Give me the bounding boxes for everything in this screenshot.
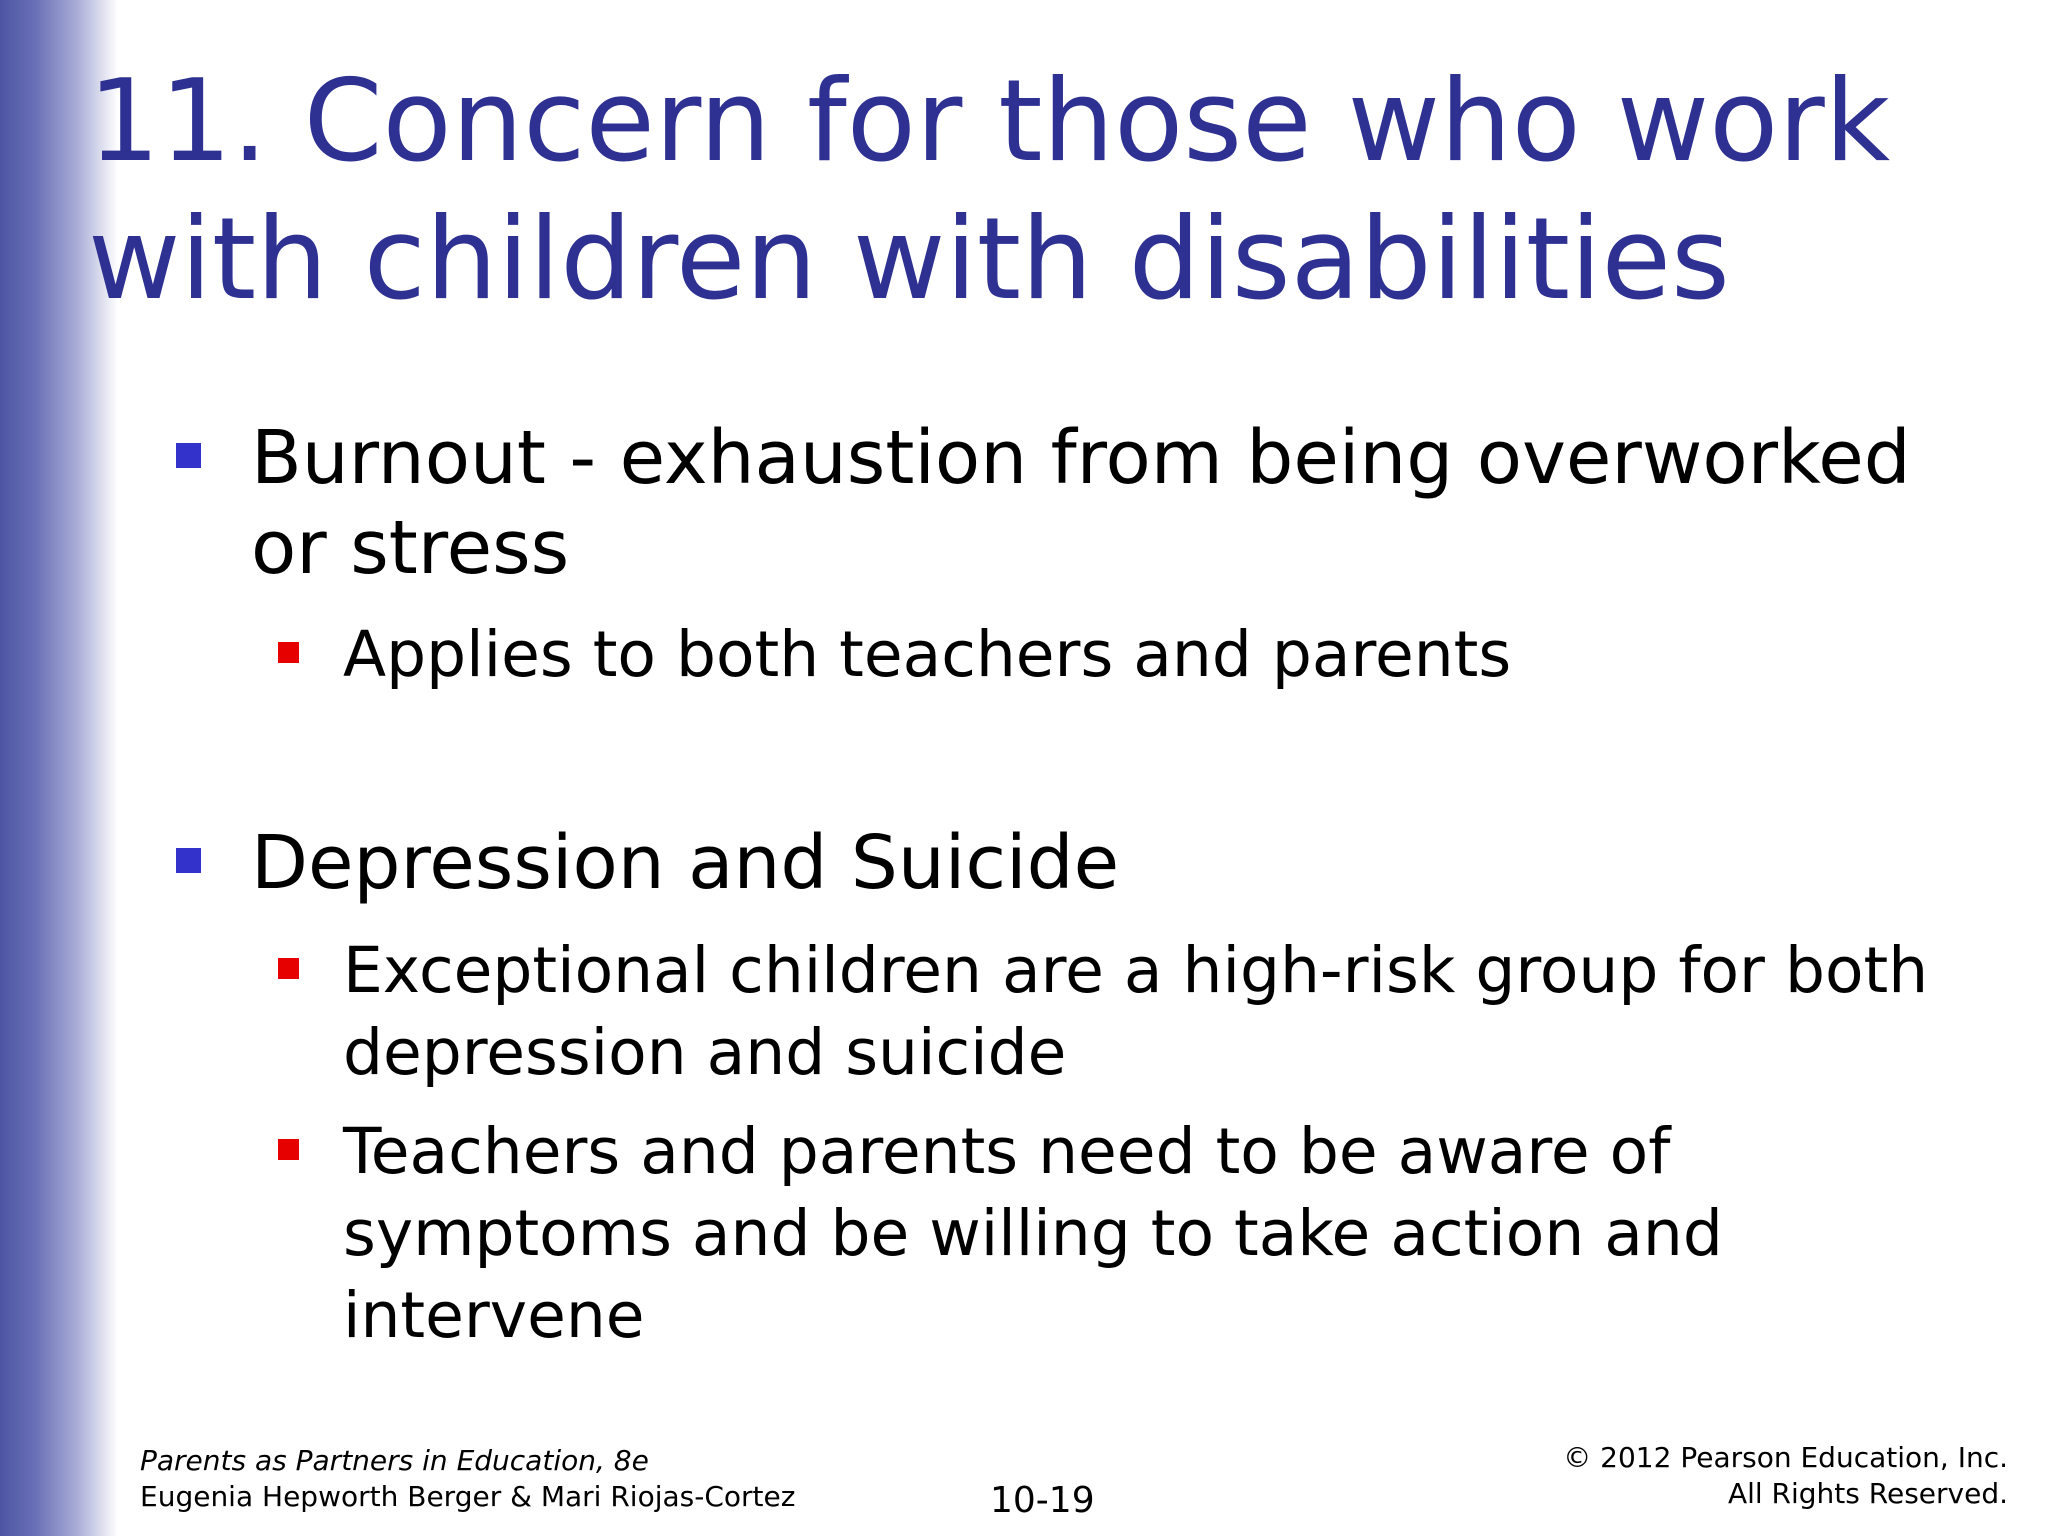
footer-book-info bbox=[140, 1443, 795, 1515]
bullet-text: Burnout - exhaustion from being overworked or stress bbox=[251, 415, 1911, 591]
copyright-text: © 2012 Pearson Education, Inc. bbox=[1563, 1441, 2008, 1474]
sub-bullet-applies bbox=[278, 614, 2018, 696]
rights-text: All Rights Reserved. bbox=[1727, 1477, 2008, 1510]
sub-bullet-text: Exceptional children are a high-risk group for both depression and suicide bbox=[343, 934, 1929, 1089]
sub-bullet-text: Teachers and parents need to be aware of symptoms and be willing to take action and intervene bbox=[343, 1115, 1723, 1352]
footer-copyright bbox=[1563, 1440, 2008, 1512]
slide-title: 11. Concern for those who work with children with disabilities bbox=[88, 55, 1891, 325]
bullet-text: Depression and Suicide bbox=[251, 820, 1120, 906]
bullet-burnout bbox=[176, 413, 1996, 593]
sub-bullet-square-icon bbox=[278, 958, 299, 979]
sub-bullet-symptoms bbox=[278, 1111, 2018, 1357]
bullet-square-icon bbox=[176, 848, 201, 873]
bullet-square-icon bbox=[176, 443, 201, 468]
sub-bullet-text: Applies to both teachers and parents bbox=[343, 618, 1512, 691]
book-authors: Eugenia Hepworth Berger & Mari Riojas-Cortez bbox=[140, 1480, 796, 1513]
book-title: Parents as Partners in Education, 8e bbox=[140, 1444, 649, 1477]
slide-number: 10-19 bbox=[990, 1480, 1095, 1521]
bullet-depression bbox=[176, 818, 1996, 908]
sub-bullet-high-risk bbox=[278, 930, 2018, 1094]
sub-bullet-square-icon bbox=[278, 1139, 299, 1160]
sub-bullet-square-icon bbox=[278, 642, 299, 663]
